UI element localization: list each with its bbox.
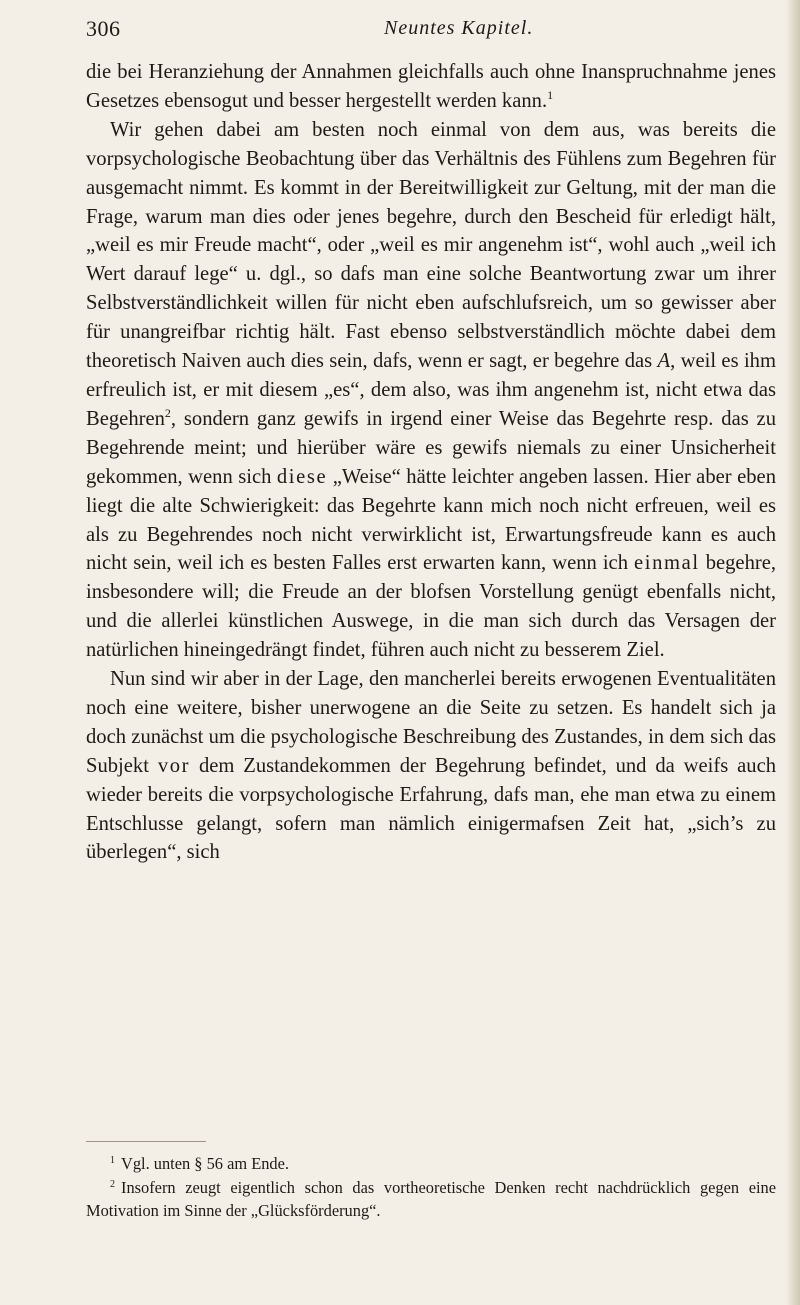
- emphasis-vor: vor: [157, 754, 191, 777]
- footnote-1-number: 1: [110, 1155, 115, 1166]
- page-number: 306: [86, 16, 121, 41]
- page-header: [86, 16, 776, 46]
- paragraph-1: [86, 58, 776, 116]
- paragraph-3-text-b: dem Zustandekommen der Begehrung befindet, und da weifs auch wieder bereits die vorpsychologische Erfahrung, dafs man, ehe man etwa zu einem Entschlusse gelangt, sofern man nämlich einigermafsen Zeit hat, „sich’s zu überlegen“, sich: [86, 754, 777, 864]
- page-edge-shadow: [786, 0, 800, 1305]
- paragraph-3-text-a: Nun sind wir aber in der Lage, den mancherlei bereits erwogenen Eventualitäten noch eine weitere, bisher unerwogene an die Seite zu setzen. Es handelt sich ja doch zunächst um die psychologische Beschreibung des Zustandes, in dem sich das Subjekt: [86, 668, 776, 777]
- paragraph-3: [86, 665, 776, 867]
- body-text: [86, 58, 776, 867]
- footnote-ref-2: 2: [164, 405, 171, 420]
- paragraph-2-text-e: begehre, insbesondere will; die Freude an der blofsen Vorstellung genügt ebenfalls nicht, und die allerlei künstlichen Auswege, in die man sich durch das Versagen der natürlichen hineingedrängt findet, führen auch nicht zu besserem Ziel.: [86, 552, 777, 662]
- emphasis-diese: diese: [276, 465, 328, 488]
- footnote-ref-1: 1: [547, 87, 554, 102]
- paragraph-2-text-d: „Weise“ hätte leichter angeben lassen. Hier aber eben liegt die alte Schwierigkeit: das Begehrte kann mich noch nicht erfreuen, weil es als zu Begehrendes noch nicht verwirklicht ist, Erwartungsfreude kann es auch nicht sein, weil ich es besten Falles erst erwarten kann, wenn ich: [86, 465, 776, 575]
- paragraph-2-text-a: Wir gehen dabei am besten noch einmal von dem aus, was bereits die vorpsychologische Beobachtung über das Verhältnis des Fühlens zum Begehren für ausgemacht nimmt. Es kommt in der Bereitwilligkeit zur Geltung, mit der man die Frage, warum man dies oder jenes begehre, durch den Bescheid für erledigt hält, „weil es mir Freude macht“, oder „weil es mir angenehm ist“, wohl auch „weil ich Wert darauf lege“ u. dgl., so dafs man eine solche Beantwortung zwar um ihrer Selbstverständlichkeit willen für nicht eben aufschlufsreich, um so gewisser aber für unangreifbar richtig hält. Fast ebenso selbstverständlich möchte dabei dem theoretisch Naiven auch dies sein, dafs, wenn er sagt, er begehre das: [86, 118, 776, 373]
- footnotes: [86, 1152, 776, 1223]
- paragraph-1-text: die bei Heranziehung der Annahmen gleichfalls auch ohne Inanspruchnahme jenes Gesetzes ebensogut und besser hergestellt werden kann.: [86, 61, 776, 112]
- paragraph-2-text-b: , weil es ihm erfreulich ist, er mit diesem „es“, dem also, was ihm angenehm ist, nicht etwa das Begehren: [86, 350, 776, 430]
- footnote-2-text: Insofern zeugt eigentlich schon das vortheoretische Denken recht nachdrücklich gegen eine Motivation im Sinne der „Glücksförderung“.: [86, 1177, 776, 1220]
- footnote-2-number: 2: [110, 1178, 115, 1190]
- footnote-2: [86, 1176, 776, 1223]
- running-head: Neuntes Kapitel.: [384, 17, 534, 39]
- footnote-rule: [86, 1141, 206, 1142]
- variable-a: A: [657, 350, 671, 373]
- footnote-1-text: Vgl. unten § 56 am Ende.: [121, 1154, 289, 1173]
- emphasis-einmal: einmal: [634, 552, 700, 575]
- footnote-1: [86, 1152, 776, 1176]
- paragraph-2-text-c: , sondern ganz gewifs in irgend einer Weise das Begehrte resp. das zu Begehrende meint; und hierüber wäre es gewifs niemals zu einer Unsicherheit gekommen, wenn sich: [86, 407, 776, 488]
- paragraph-2: [86, 116, 776, 665]
